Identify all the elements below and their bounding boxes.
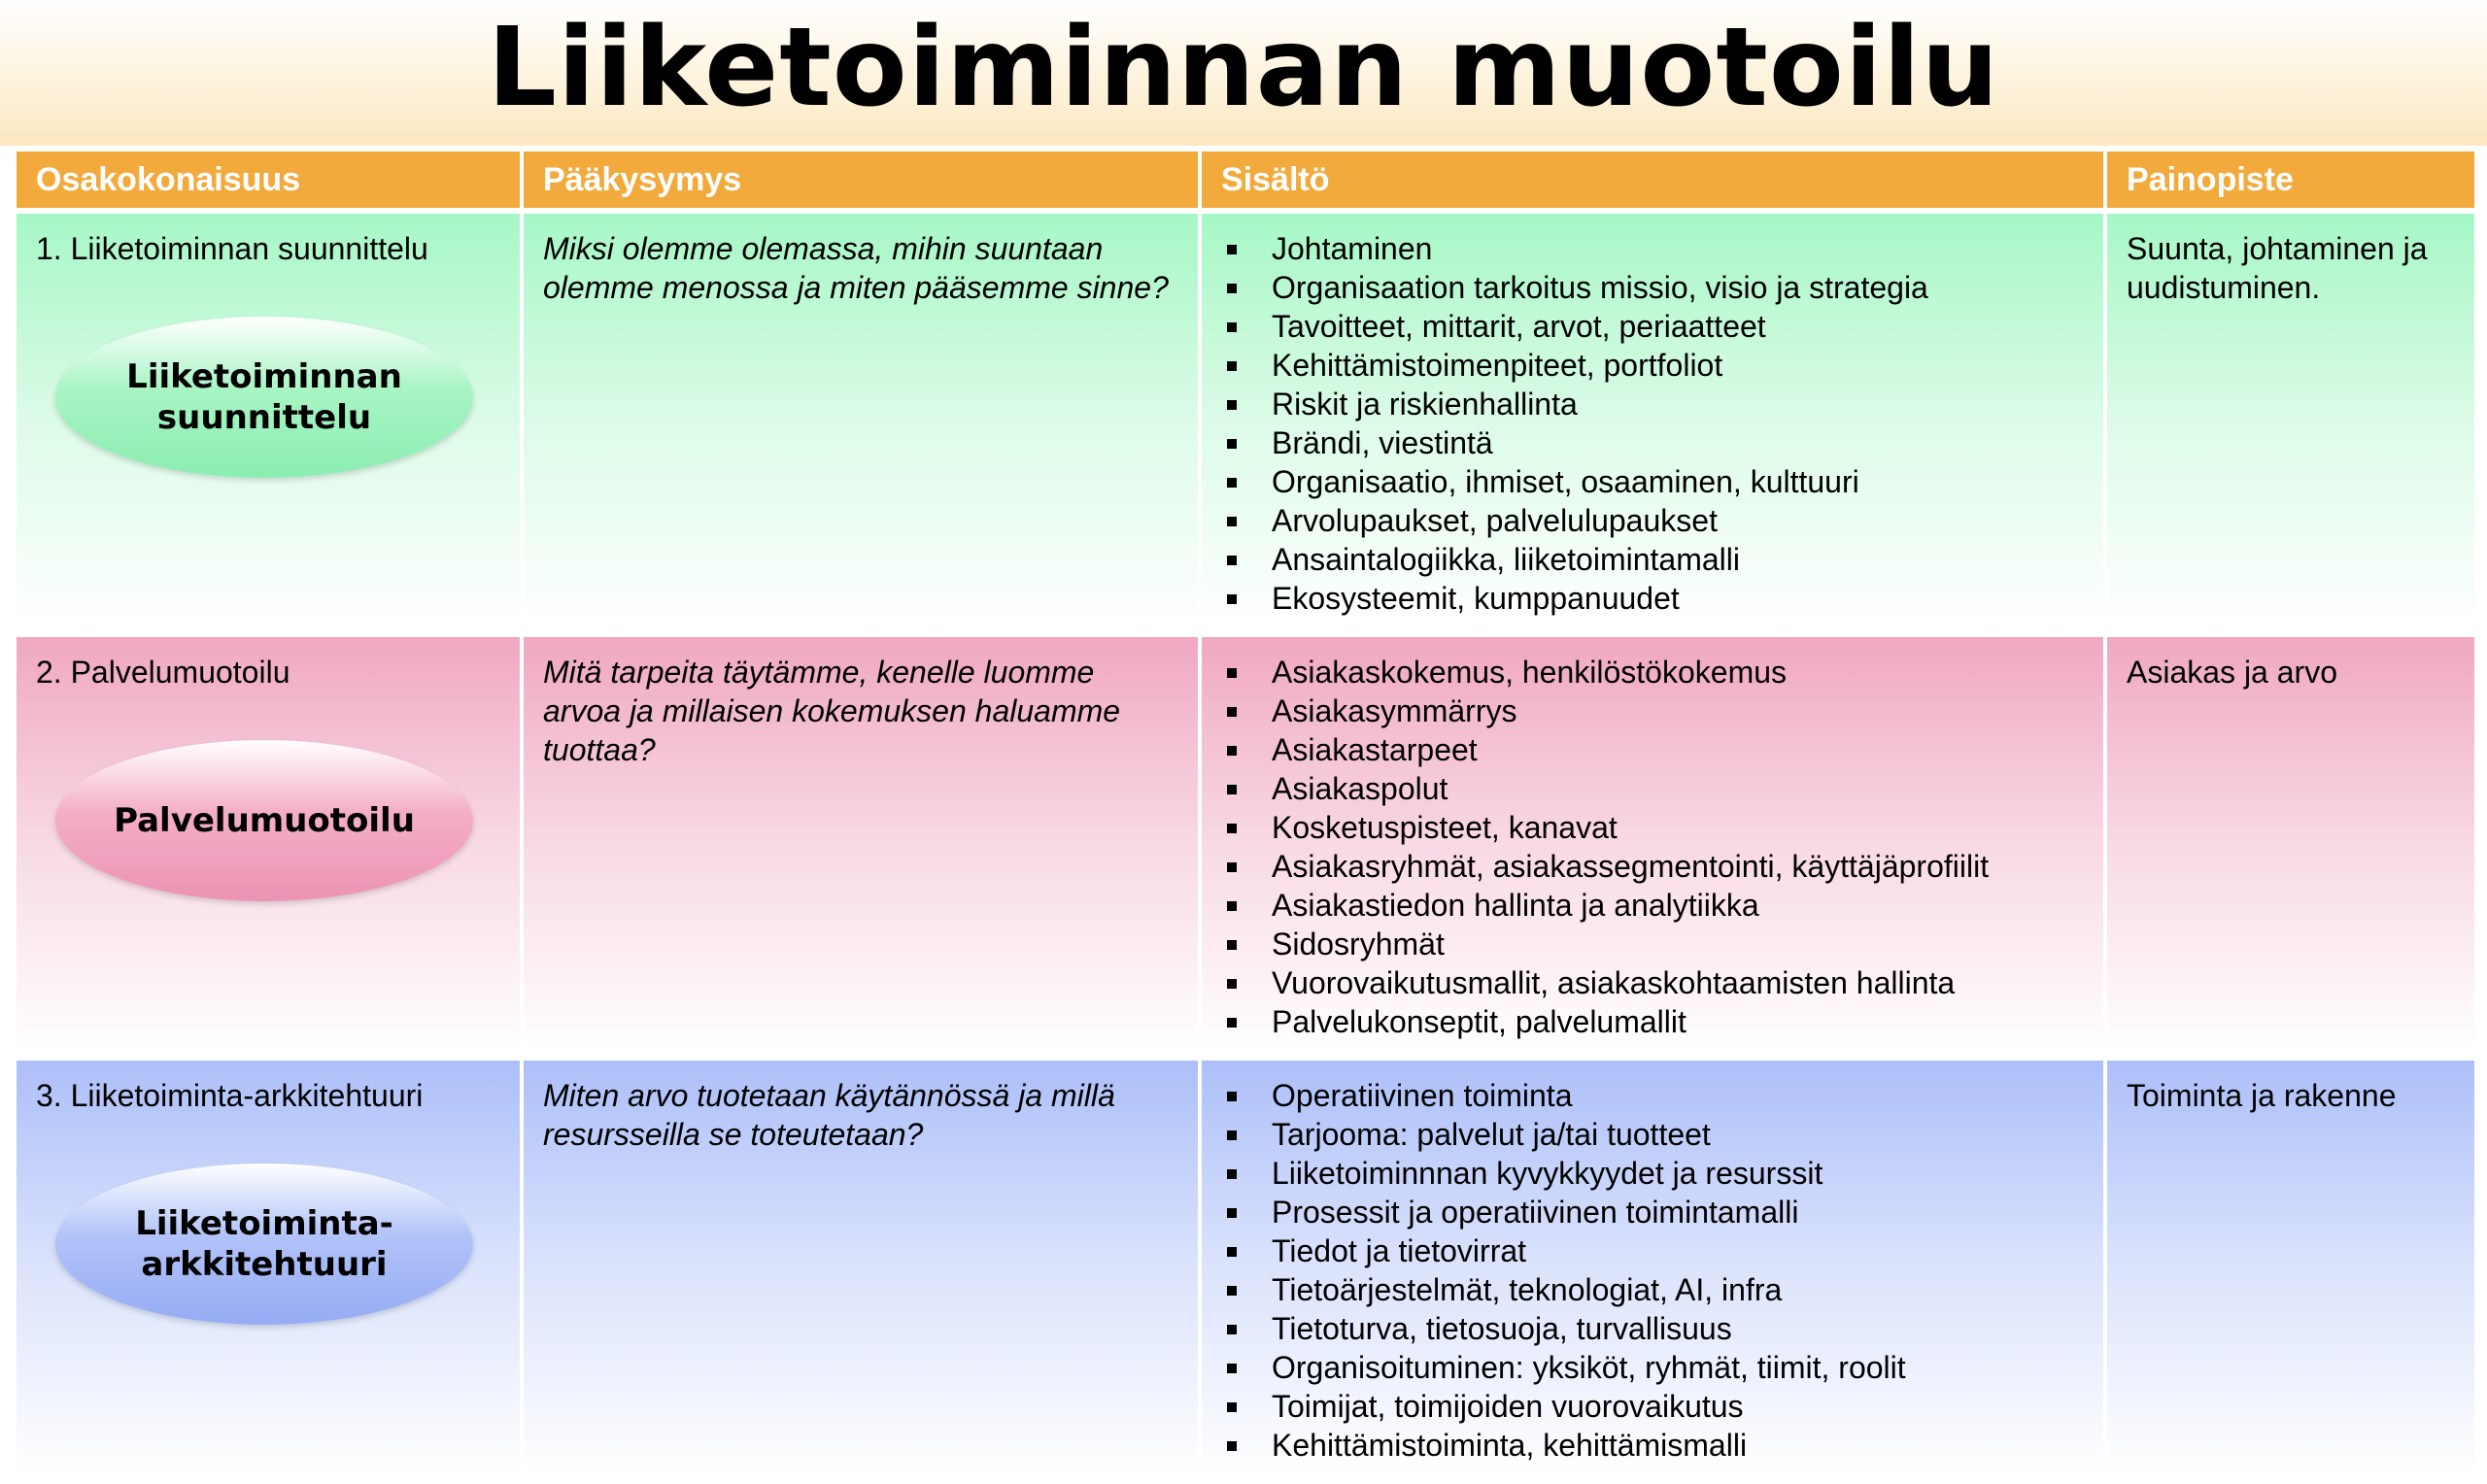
focus-cell: Toiminta ja rakenne — [2107, 1061, 2474, 1484]
list-item: Arvolupaukset, palvelulupaukset — [1221, 501, 2086, 540]
main-question: Miksi olemme olemassa, mihin suuntaan olemme menossa ja miten pääsemme sinne? — [524, 214, 1198, 637]
header-row — [17, 152, 2474, 214]
list-item: Tarjooma: palvelut ja/tai tuotteet — [1221, 1115, 2086, 1154]
content-cell — [1202, 1061, 2103, 1484]
list-item: Ansaintalogiikka, liiketoimintamalli — [1221, 540, 2086, 579]
list-item: Asiakasryhmät, asiakassegmentointi, käyttäjäprofiilit — [1221, 847, 2086, 886]
list-item: Kehittämistoiminta, kehittämismalli — [1221, 1426, 2086, 1465]
focus-cell: Suunta, johtaminen ja uudistuminen. — [2107, 214, 2474, 637]
section-cell — [17, 637, 520, 1061]
list-item: Organisaation tarkoitus missio, visio ja strategia — [1221, 268, 2086, 307]
content-list — [1221, 229, 2086, 618]
list-item: Johtaminen — [1221, 229, 2086, 268]
oval-label: Liiketoiminta-arkkitehtuuri — [135, 1204, 393, 1284]
list-item: Ekosysteemit, kumppanuudet — [1221, 579, 2086, 618]
page-title: Liiketoiminnan muotoilu — [487, 5, 2000, 131]
oval-label: Palvelumuotoilu — [114, 801, 415, 840]
section-cell — [17, 214, 520, 637]
list-item: Liiketoiminnnan kyvykkyydet ja resurssit — [1221, 1154, 2086, 1193]
list-item: Brändi, viestintä — [1221, 423, 2086, 462]
business-design-table — [13, 152, 2478, 1484]
section-name: 1. Liiketoiminnan suunnittelu — [36, 231, 428, 266]
list-item: Kehittämistoimenpiteet, portfoliot — [1221, 346, 2086, 385]
list-item: Prosessit ja operatiivinen toimintamalli — [1221, 1193, 2086, 1231]
list-item: Palvelukonseptit, palvelumallit — [1221, 1002, 2086, 1041]
section-cell — [17, 1061, 520, 1484]
list-item: Tietoärjestelmät, teknologiat, AI, infra — [1221, 1270, 2086, 1309]
list-item: Tavoitteet, mittarit, arvot, periaatteet — [1221, 307, 2086, 346]
oval-label: Liiketoiminnan suunnittelu — [126, 357, 402, 437]
section-name: 3. Liiketoiminta-arkkitehtuuri — [36, 1078, 424, 1113]
table-row-liiketoiminnan-suunnittelu — [17, 214, 2474, 637]
section-name: 2. Palvelumuotoilu — [36, 655, 290, 690]
list-item: Riskit ja riskienhallinta — [1221, 385, 2086, 423]
content-list — [1221, 653, 2086, 1041]
list-item: Sidosryhmät — [1221, 925, 2086, 963]
list-item: Asiakastiedon hallinta ja analytiikka — [1221, 886, 2086, 925]
table-row-palvelumuotoilu — [17, 637, 2474, 1061]
list-item: Vuorovaikutusmallit, asiakaskohtaamisten hallinta — [1221, 963, 2086, 1002]
table-row-liiketoiminta-arkkitehtuuri — [17, 1061, 2474, 1484]
header-sisalto: Sisältö — [1202, 152, 2103, 214]
list-item: Operatiivinen toiminta — [1221, 1076, 2086, 1115]
content-cell — [1202, 214, 2103, 637]
list-item: Asiakaspolut — [1221, 769, 2086, 808]
list-item: Asiakaskokemus, henkilöstökokemus — [1221, 653, 2086, 691]
list-item: Organisoituminen: yksiköt, ryhmät, tiimit, roolit — [1221, 1348, 2086, 1387]
list-item: Organisaatio, ihmiset, osaaminen, kulttuuri — [1221, 462, 2086, 501]
section-oval-badge — [55, 1164, 473, 1325]
main-question: Mitä tarpeita täytämme, kenelle luomme arvoa ja millaisen kokemuksen haluamme tuottaa? — [524, 637, 1198, 1061]
focus-cell: Asiakas ja arvo — [2107, 637, 2474, 1061]
main-question: Miten arvo tuotetaan käytännössä ja millä resursseilla se toteutetaan? — [524, 1061, 1198, 1484]
header-osakokonaisuus: Osakokonaisuus — [17, 152, 520, 214]
list-item: Tiedot ja tietovirrat — [1221, 1231, 2086, 1270]
content-list — [1221, 1076, 2086, 1465]
header-painopiste: Painopiste — [2107, 152, 2474, 214]
list-item: Asiakasymmärrys — [1221, 691, 2086, 730]
list-item: Toimijat, toimijoiden vuorovaikutus — [1221, 1387, 2086, 1426]
section-oval-badge — [55, 317, 473, 478]
list-item: Tietoturva, tietosuoja, turvallisuus — [1221, 1309, 2086, 1348]
header-paakysymys: Pääkysymys — [524, 152, 1198, 214]
list-item: Asiakastarpeet — [1221, 730, 2086, 769]
section-oval-badge — [55, 740, 473, 901]
list-item: Kosketuspisteet, kanavat — [1221, 808, 2086, 847]
content-cell — [1202, 637, 2103, 1061]
